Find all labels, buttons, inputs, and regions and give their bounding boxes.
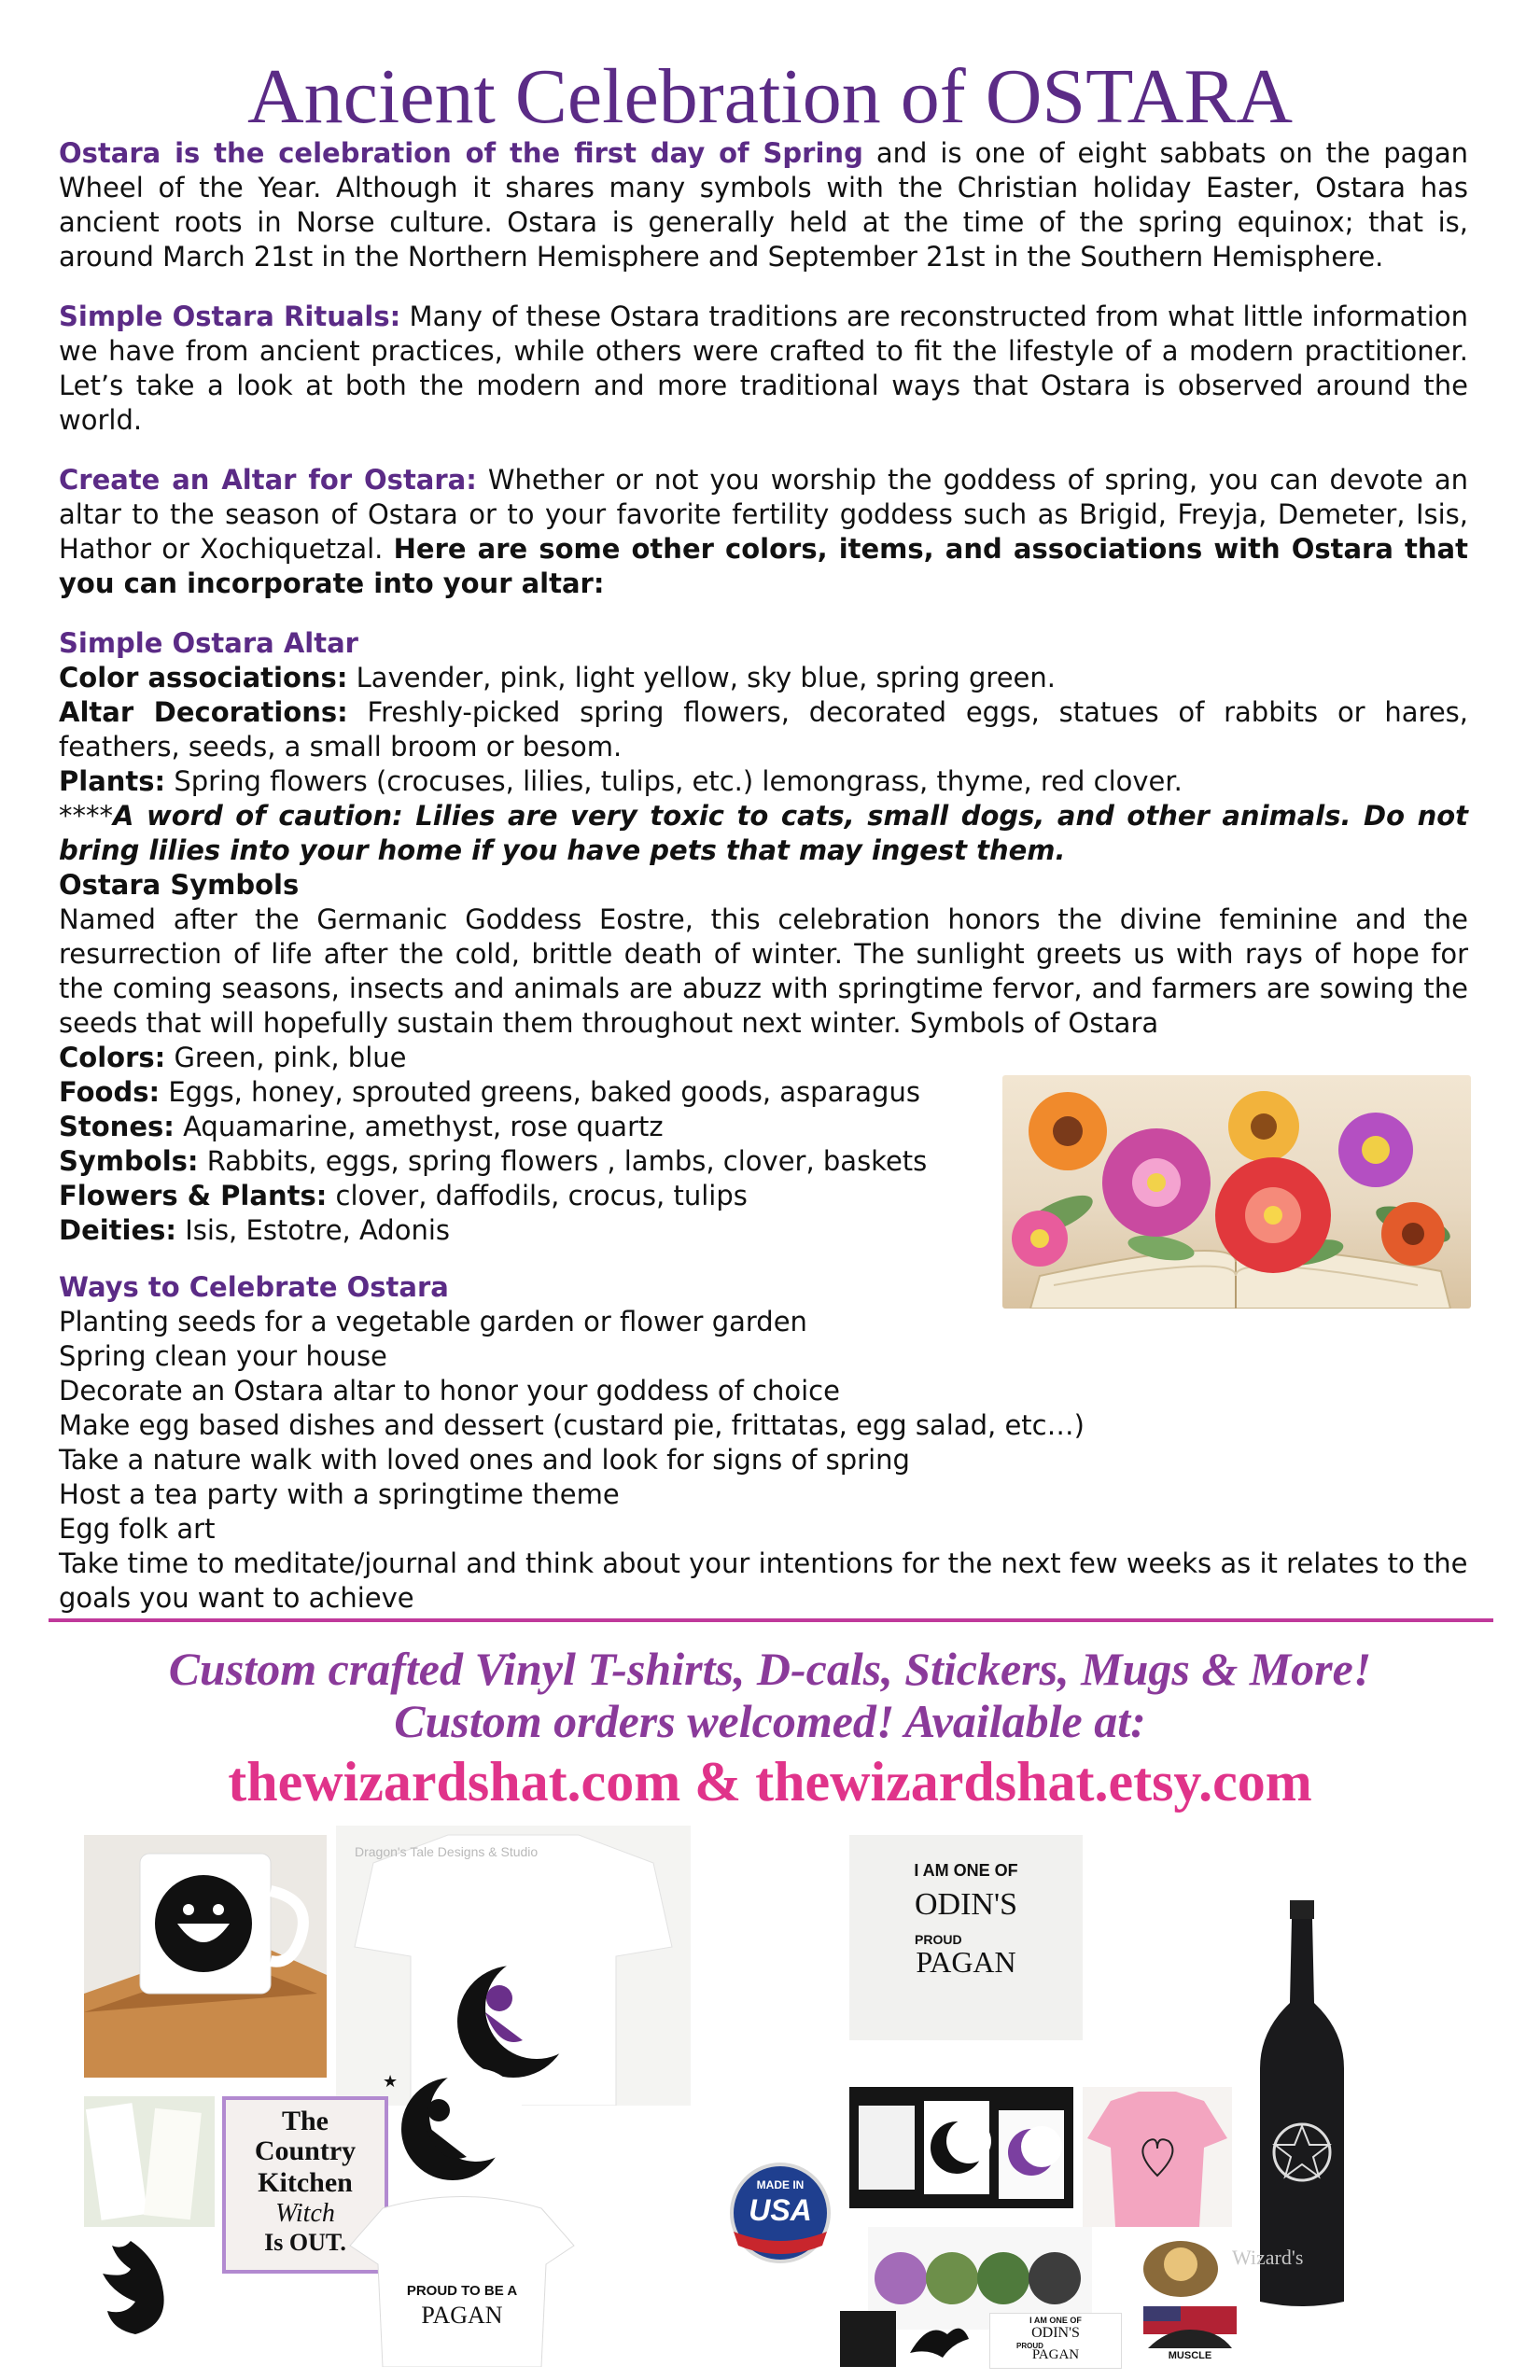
promo-website-links: thewizardshat.com & thewizardshat.etsy.com <box>228 1751 1312 1813</box>
flowers-on-book-image <box>1002 1075 1471 1309</box>
promo-line-2: Custom orders welcomed! Available at: <box>394 1695 1146 1747</box>
altar-colors-text: Lavender, pink, light yellow, sky blue, spring green. <box>347 662 1056 693</box>
rituals-lead: Simple Ostara Rituals: <box>59 301 401 332</box>
badge-line-1: MADE IN <box>756 2178 805 2191</box>
badge-line-2: USA <box>749 2193 812 2227</box>
made-in-usa-badge <box>724 2162 836 2264</box>
section-divider <box>49 1618 1493 1622</box>
knight-decal-image <box>840 2311 896 2367</box>
ways-item: Host a tea party with a springtime theme <box>59 1478 620 1510</box>
symbol-label: Stones: <box>59 1111 175 1142</box>
altar-heading: Simple Ostara Altar <box>59 627 358 659</box>
rituals-text: Many of these Ostara traditions are reconstructed from what little information we have from ancient practices, while others were crafted to fit the lifestyle of a modern practitioner. Let’s take a look at both the modern and more traditional ways that Ostara is observed around the world. <box>59 301 1468 436</box>
proud-pagan-onesie-image <box>345 2190 579 2367</box>
mug-product-image <box>84 1835 327 2078</box>
onesie-line-2: PAGAN <box>421 2302 503 2329</box>
intro-paragraph <box>59 136 1468 274</box>
altar-plants-label: Plants: <box>59 765 166 797</box>
ways-item: Egg folk art <box>59 1513 216 1545</box>
altar-decorations-label: Altar Decorations: <box>59 696 348 728</box>
decal-line-2: ODIN'S <box>1031 2325 1080 2341</box>
promo-line-1: Custom crafted Vinyl T-shirts, D-cals, Stickers, Mugs & More! <box>168 1643 1372 1695</box>
altar-colors-label: Color associations: <box>59 662 348 693</box>
ways-item: Make egg based dishes and dessert (custard pie, frittatas, egg salad, etc…) <box>59 1409 1085 1441</box>
sign-line-2: Country <box>254 2135 357 2166</box>
symbol-text: Aquamarine, amethyst, rose quartz <box>174 1111 664 1142</box>
flowers-illustration <box>1002 1075 1471 1309</box>
product-collage <box>84 1816 1456 2367</box>
rituals-paragraph <box>59 300 1468 438</box>
altar-decorations-text: Freshly-picked spring flowers, decorated eggs, statues of rabbits or hares, feathers, seeds, a small broom or besom. <box>59 696 1469 763</box>
shirt-line-4: PAGAN <box>916 1945 1016 1979</box>
altar-intro-text: Whether or not you worship the goddess of spring, you can devote an altar to the season of Ostara or to your favorite fertility goddess such as Brigid, Freyja, Demeter, Isis, Hathor or Xochiquetzal. <box>59 464 1468 565</box>
symbols-text: Named after the Germanic Goddess Eostre, this celebration honors the divine feminine and the resurrection of life after the cold, brittle death of winter. The sunlight greets us with rays of hope for the coming seasons, insects and animals are abuzz with springtime fervor, and farmers are sowing the seeds that will hopefully sustain them throughout next winter. Symbols of Ostara <box>59 903 1468 1039</box>
altar-caution-prefix: **** <box>59 800 113 832</box>
symbol-item-stones <box>59 1110 992 1144</box>
symbol-label: Symbols: <box>59 1145 199 1177</box>
symbol-label: Foods: <box>59 1076 161 1108</box>
watermark-text: Dragon's Tale Designs & Studio <box>355 1844 539 1859</box>
vinyl-decals-sheet-image <box>849 2087 1073 2208</box>
dragon-mini-decal-image <box>905 2316 971 2367</box>
symbol-text: Rabbits, eggs, spring flowers , lambs, clover, baskets <box>198 1145 928 1177</box>
shirt-line-3: PROUD <box>915 1932 962 1947</box>
dragon-decal-image <box>84 2236 177 2339</box>
sign-line-5: Is OUT. <box>264 2229 346 2256</box>
decal-line-4: PAGAN <box>1031 2347 1080 2362</box>
ways-item: Spring clean your house <box>59 1340 387 1372</box>
altar-plants-text: Spring flowers (crocuses, lilies, tulips, etc.) lemongrass, thyme, red clover. <box>165 765 1183 797</box>
odins-pagan-decal-image <box>989 2313 1122 2369</box>
symbols-list <box>59 1041 992 1248</box>
ways-item: Decorate an Ostara altar to honor your goddess of choice <box>59 1375 840 1407</box>
symbol-item-symbols <box>59 1144 992 1179</box>
symbol-item-colors <box>59 1041 992 1075</box>
ways-item: Take a nature walk with loved ones and look for signs of spring <box>59 1444 910 1476</box>
symbol-text: Green, pink, blue <box>165 1042 407 1073</box>
sign-line-4: Witch <box>275 2199 335 2228</box>
altar-intro-bold: Here are some other colors, items, and associations with Ostara that you can incorporate into your altar: <box>59 533 1468 599</box>
symbols-heading: Ostara Symbols <box>59 869 300 901</box>
fairy-moon-decal-image <box>373 2059 523 2190</box>
altar-colors <box>59 661 1468 695</box>
onesie-line-1: PROUD TO BE A <box>406 2283 518 2299</box>
svg-text:★: ★ <box>383 2072 399 2092</box>
label-stickers-image <box>84 2096 215 2227</box>
intro-lead: Ostara is the celebration of the first day of Spring <box>59 137 863 169</box>
intro-text: and is one of eight sabbats on the pagan Wheel of the Year. Although it shares many symbols with the Christian holiday Easter, Ostara has ancient roots in Norse culture. Ostara is generally held at the time of the spring equinox; that is, around March 21st in the Northern Hemisphere and September 21st in the Southern Hemisphere. <box>59 137 1468 273</box>
shirt-line-1: I AM ONE OF <box>914 1861 1018 1880</box>
ways-item: Take time to meditate/journal and think about your intentions for the next few weeks as it relates to the goals you want to achieve <box>59 1547 1468 1614</box>
symbol-item-foods <box>59 1075 992 1110</box>
altar-caution-text: A word of caution: Lilies are very toxic to cats, small dogs, and other animals. Do not bring lilies into your home if you have pets that may ingest them. <box>59 800 1468 866</box>
symbol-item-deities <box>59 1213 992 1248</box>
ways-item: Planting seeds for a vegetable garden or flower garden <box>59 1306 807 1337</box>
page-title: Ancient Celebration of OSTARA <box>246 53 1294 140</box>
sign-line-3: Kitchen <box>258 2167 353 2198</box>
symbol-text: Isis, Estotre, Adonis <box>176 1214 451 1246</box>
odins-pagan-shirt-image <box>849 1835 1083 2040</box>
symbol-label: Flowers & Plants: <box>59 1180 328 1211</box>
car-label: MUSCLE <box>1168 2350 1212 2361</box>
sign-line-1: The <box>281 2106 329 2136</box>
altar-intro-lead: Create an Altar for Ostara: <box>59 464 477 496</box>
symbol-item-flowers <box>59 1179 992 1213</box>
symbol-label: Colors: <box>59 1042 166 1073</box>
ways-heading: Ways to Celebrate Ostara <box>59 1271 449 1303</box>
decal-line-3: PROUD <box>1016 2342 1043 2350</box>
symbol-text: Eggs, honey, sprouted greens, baked goods, asparagus <box>160 1076 920 1108</box>
altar-intro-paragraph <box>59 463 1468 601</box>
watermark-text: Wizard's <box>1232 2246 1304 2269</box>
altar-plants <box>59 764 1468 799</box>
altar-decorations <box>59 695 1468 764</box>
shirt-line-2: ODIN'S <box>914 1887 1018 1922</box>
article-body <box>59 136 1468 1616</box>
muscle-car-decal-image <box>1139 2302 1241 2367</box>
altar-caution <box>59 799 1468 868</box>
symbol-label: Deities: <box>59 1214 177 1246</box>
crystal-globe-image <box>1129 2227 1232 2302</box>
symbol-text: clover, daffodils, crocus, tulips <box>327 1180 748 1211</box>
decal-line-1: I AM ONE OF <box>1029 2316 1082 2325</box>
pink-heart-shirt-image <box>1083 2087 1232 2227</box>
